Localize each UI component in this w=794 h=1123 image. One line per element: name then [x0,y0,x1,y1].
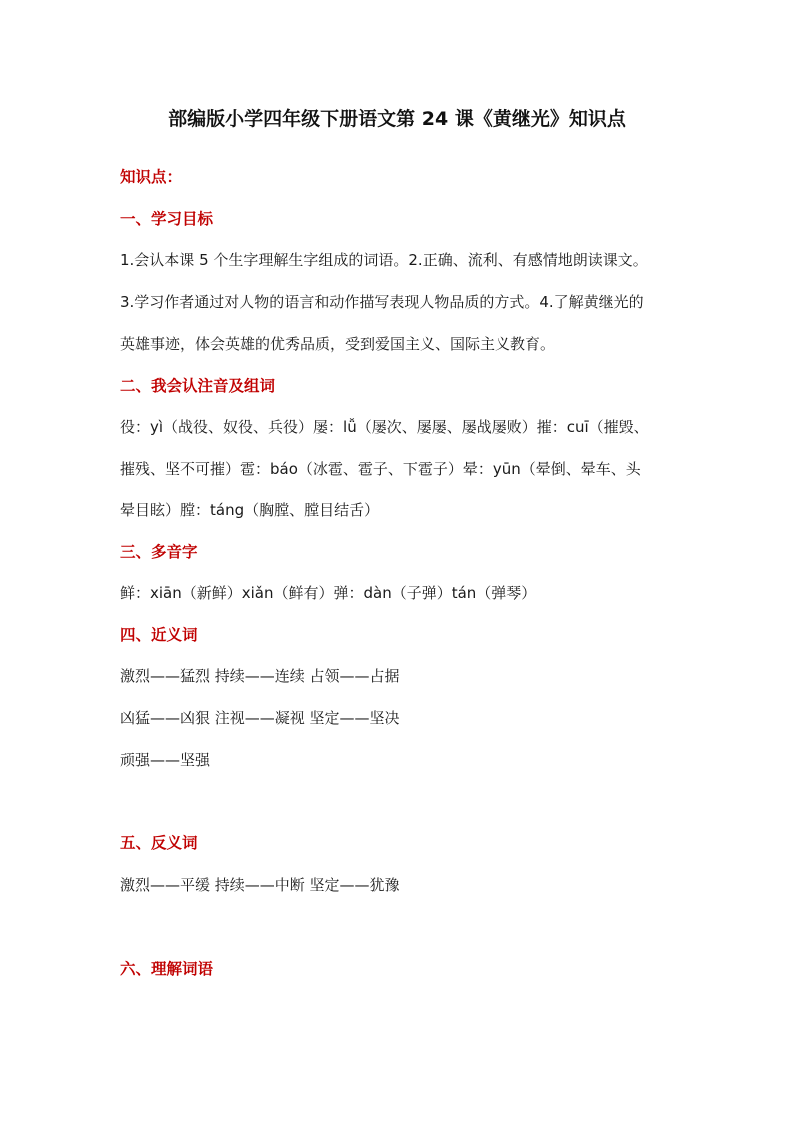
section-heading-vocabulary: 六、理解词语 [120,960,214,978]
section-heading-polyphones: 三、多音字 [120,543,198,561]
page-title: 部编版小学四年级下册语文第 24 课《黄继光》知识点 [168,108,626,130]
text-line: 鲜：xiān（新鲜）xiǎn（鲜有）弹：dàn（子弹）tán（弹琴） [120,584,537,602]
text-line: 顽强——坚强 [120,751,211,769]
section-heading-pinyin: 二、我会认注音及组词 [120,377,276,395]
text-line: 激烈——平缓 持续——中断 坚定——犹豫 [120,876,400,894]
text-line: 英雄事迹，体会英雄的优秀品质，受到爱国主义、国际主义教育。 [120,335,556,353]
text-line: 激烈——猛烈 持续——连续 占领——占据 [120,667,400,685]
text-line: 役：yì（战役、奴役、兵役）屡：lǚ（屡次、屡屡、屡战屡败）摧：cuī（摧毁、 [120,418,649,436]
section-heading-goals: 一、学习目标 [120,210,214,228]
text-line: 晕目眩）膛：táng（胸膛、膛目结舌） [120,501,380,519]
text-line: 3.学习作者通过对人物的语言和动作描写表现人物品质的方式。4.了解黄继光的 [120,293,644,311]
section-heading-synonyms: 四、近义词 [120,626,198,644]
text-line: 摧残、坚不可摧）雹：báo（冰雹、雹子、下雹子）晕：yūn（晕倒、晕车、头 [120,460,641,478]
text-line: 凶猛——凶狠 注视——凝视 坚定——坚决 [120,709,400,727]
text-line: 1.会认本课 5 个生字理解生字组成的词语。2.正确、流利、有感情地朗读课文。 [120,251,648,269]
knowledge-label: 知识点： [120,168,183,186]
section-heading-antonyms: 五、反义词 [120,834,198,852]
